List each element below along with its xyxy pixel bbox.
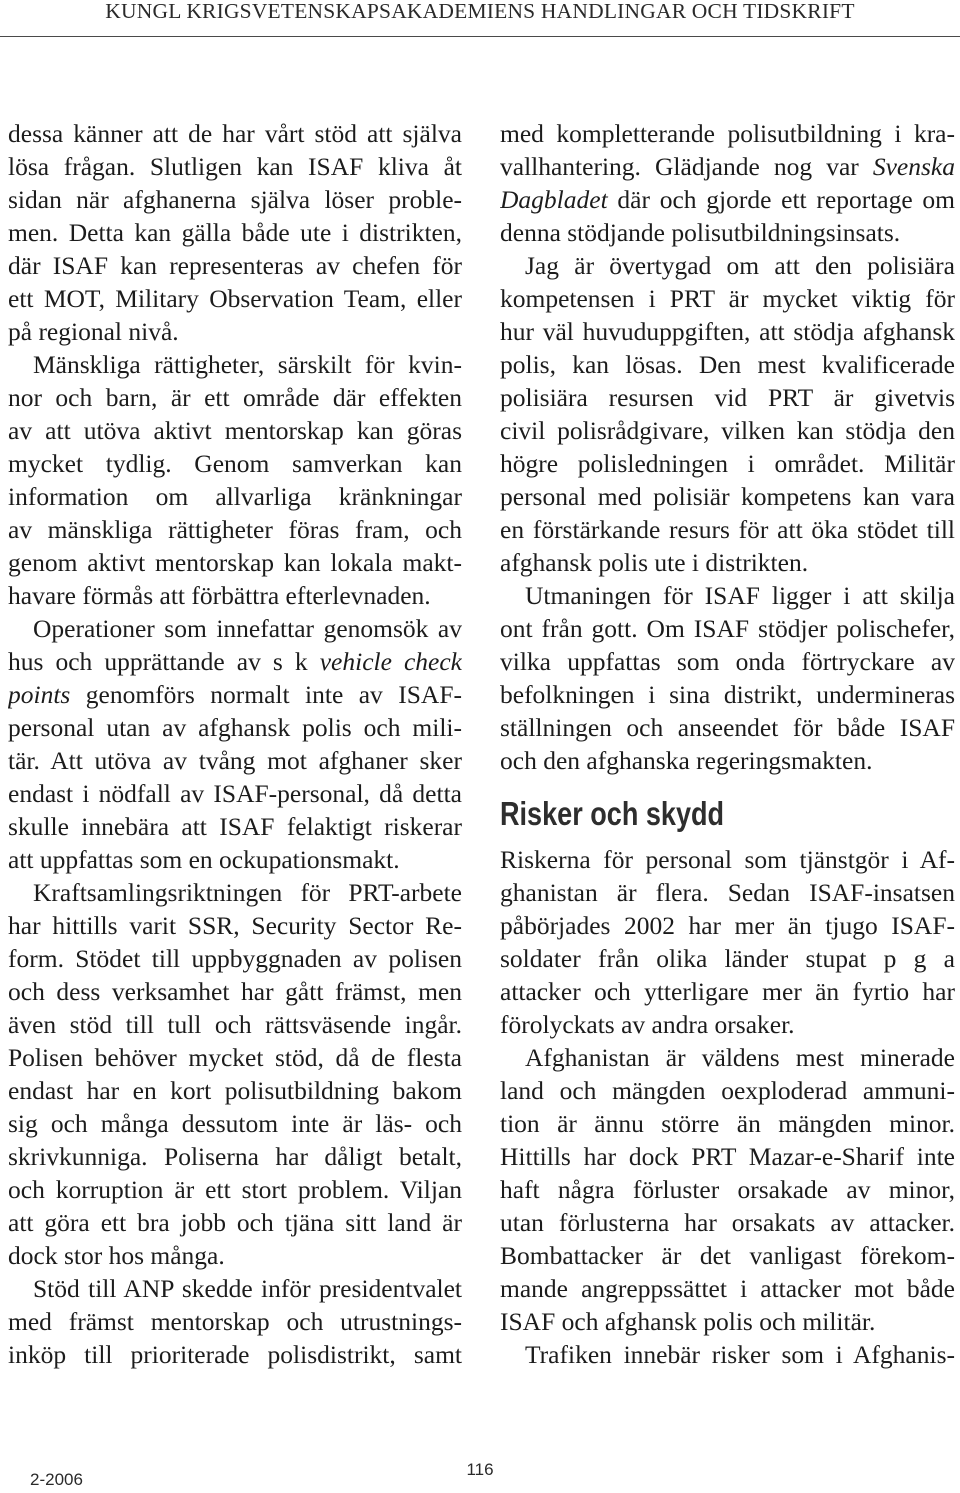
text-line: sidan när afghanerna själva löser proble- <box>8 185 462 214</box>
text-line: Operationer som innefattar genomsök av <box>33 614 462 643</box>
text-line: form. Stödet till uppbyggnaden av polisen <box>8 944 462 973</box>
journal-title: KUNGL KRIGSVETENSKAPSAKADEMIENS HANDLINGAR OCH TIDSKRIFT <box>105 0 855 23</box>
text-line: Kraftsamlingsriktningen för PRT-arbete <box>33 878 462 907</box>
text-line: och korruption är ett stort problem. Viljan <box>8 1175 462 1204</box>
text-line: genom aktivt mentorskap kan lokala makt- <box>8 548 462 577</box>
paragraph <box>8 1272 462 1371</box>
text-line: Bombattacker är det vanligast förekom- <box>500 1241 955 1270</box>
text-line: av att utöva aktivt mentorskap kan göras <box>8 416 462 445</box>
text-line: polis, kan lösas. Den mest kvalificerade <box>500 350 955 379</box>
text-line: ett MOT, Military Observation Team, eller <box>8 284 462 313</box>
text-line: skulle innebära att ISAF felaktigt riskerar <box>8 812 462 841</box>
header-rule <box>0 36 960 37</box>
text-line: land och mängden oexploderad ammuni- <box>500 1076 955 1105</box>
text-line: attacker och ytterligare mer än fyrtio har <box>500 977 955 1006</box>
text-line: kompetensen i PRT är mycket viktig för <box>500 284 955 313</box>
paragraph <box>8 876 462 1272</box>
text-line: förolyckats av andra orsaker. <box>500 1010 795 1039</box>
text-line: Riskerna för personal som tjänstgör i Af- <box>500 845 955 874</box>
text-line: har hittills varit SSR, Security Sector Re- <box>8 911 462 940</box>
text-line: haft några förluster orsakade av minor, <box>500 1175 955 1204</box>
text-line: ISAF och afghansk polis och militär. <box>500 1307 876 1336</box>
text-line: men. Detta kan gälla både ute i distrikten, <box>8 218 462 247</box>
text-line: befolkningen i sina distrikt, undermineras <box>500 680 955 709</box>
text-line: på regional nivå. <box>8 317 179 346</box>
text-line: mande angreppssättet i attacker mot både <box>500 1274 955 1303</box>
text-line: tär. Att utöva av tvång mot afghaner sker <box>8 746 462 775</box>
text-line: Polisen behöver mycket stöd, då de flesta <box>8 1043 462 1072</box>
text-run: där och gjorde ett reportage om <box>607 185 955 214</box>
text-line <box>8 678 462 711</box>
text-line: även stöd till tull och rättsväsende ingår. <box>8 1010 462 1039</box>
right-column-top <box>500 117 955 777</box>
text-line: med främst mentorskap och utrustnings- <box>8 1307 462 1336</box>
paragraph <box>500 843 955 1041</box>
text-line: utan förlusterna har orsakats av attacker. <box>500 1208 955 1237</box>
text-line: havare förmås att förbättra efterlevnaden. <box>8 581 431 610</box>
paragraph <box>8 117 462 348</box>
text-line: Jag är övertygad om att den polisiära <box>525 251 955 280</box>
text-line: soldater från olika länder stupat p g a <box>500 944 955 973</box>
text-line: hur väl huvuduppgiften, att stödja afghansk <box>500 317 955 346</box>
text-line: av mänskliga rättigheter föras fram, och <box>8 515 462 544</box>
text-line: dock stor hos många. <box>8 1241 225 1270</box>
paragraph <box>500 249 955 579</box>
text-line: Mänskliga rättigheter, särskilt för kvin- <box>33 350 462 379</box>
text-run: vallhantering. Glädjande nog var <box>500 152 873 181</box>
paragraph <box>500 1041 955 1338</box>
text-line: Afghanistan är väldens mest minerade <box>525 1043 955 1072</box>
text-line: ställningen och anseendet för både ISAF <box>500 713 955 742</box>
italic-text: Svenska <box>872 152 955 181</box>
italic-text: Dagbladet <box>500 185 608 214</box>
text-line: tion är ännu större än mängden minor. <box>500 1109 955 1138</box>
text-line <box>500 150 955 183</box>
italic-text: points <box>8 680 71 709</box>
text-line: mycket tydlig. Genom samverkan kan <box>8 449 462 478</box>
paragraph <box>500 579 955 777</box>
text-line: civil polisrådgivare, vilken kan stödja den <box>500 416 955 445</box>
text-line: personal med polisiär kompetens kan vara <box>500 482 955 511</box>
paragraph <box>8 612 462 876</box>
text-line: ghanistan är flera. Sedan ISAF-insatsen <box>500 878 955 907</box>
paragraph <box>8 348 462 612</box>
text-line: vilka uppfattas som onda förtryckare av <box>500 647 955 676</box>
text-line: personal utan av afghansk polis och mili- <box>8 713 462 742</box>
text-line: polisiära resursen vid PRT är givetvis <box>500 383 955 412</box>
paragraph <box>500 1338 955 1371</box>
text-line: en förstärkande resurs för att öka stödet till <box>500 515 955 544</box>
text-line: denna stödjande polisutbildningsinsats. <box>500 218 901 247</box>
text-line: information om allvarliga kränkningar <box>8 482 462 511</box>
text-line <box>8 645 462 678</box>
text-line: afghansk polis ute i distrikten. <box>500 548 809 577</box>
right-column-bottom <box>500 843 955 1371</box>
text-line: påbörjades 2002 har mer än tjugo ISAF- <box>500 911 955 940</box>
text-line: dessa känner att de har vårt stöd att själva <box>8 119 462 148</box>
text-line: där ISAF kan representeras av chefen för <box>8 251 462 280</box>
section-heading-text: Risker och skydd <box>500 795 725 832</box>
right-column <box>500 117 955 1371</box>
text-line: ont från gott. Om ISAF stödjer polischefer, <box>500 614 955 643</box>
text-line: att uppfattas som en ockupationsmakt. <box>8 845 400 874</box>
text-run: genomförs normalt inte av ISAF- <box>70 680 462 709</box>
text-line: inköp till prioriterade polisdistrikt, samt <box>8 1340 462 1369</box>
text-line: sig och många dessutom inte är läs- och <box>8 1109 462 1138</box>
text-line: Utmaningen för ISAF ligger i att skilja <box>525 581 955 610</box>
section-heading <box>500 777 955 843</box>
italic-text: vehicle check <box>319 647 462 676</box>
left-column <box>8 117 462 1371</box>
page-number: 116 <box>466 1460 494 1479</box>
text-line: skrivkunniga. Poliserna har dåligt betalt, <box>8 1142 462 1171</box>
text-line: högre polisledningen i området. Militär <box>500 449 955 478</box>
issue-number: 2-2006 <box>30 1470 83 1489</box>
text-line: lösa frågan. Slutligen kan ISAF kliva åt <box>8 152 462 181</box>
text-line: Trafiken innebär risker som i Afghanis- <box>525 1340 955 1369</box>
text-line: nor och barn, är ett område där effekten <box>8 383 462 412</box>
text-line: att göra ett bra jobb och tjäna sitt land är <box>8 1208 462 1237</box>
text-line: och dess verksamhet har gått främst, men <box>8 977 462 1006</box>
text-run: hus och upprättande av s k <box>8 647 320 676</box>
text-line: Stöd till ANP skedde inför presidentvalet <box>33 1274 462 1303</box>
text-line: endast i nödfall av ISAF-personal, då detta <box>8 779 462 808</box>
text-line: och den afghanska regeringsmakten. <box>500 746 873 775</box>
text-line: Hittills har dock PRT Mazar-e-Sharif inte <box>500 1142 955 1171</box>
paragraph <box>500 117 955 249</box>
text-line: med kompletterande polisutbildning i kra- <box>500 119 955 148</box>
text-line <box>500 183 955 216</box>
text-line: endast har en kort polisutbildning bakom <box>8 1076 462 1105</box>
